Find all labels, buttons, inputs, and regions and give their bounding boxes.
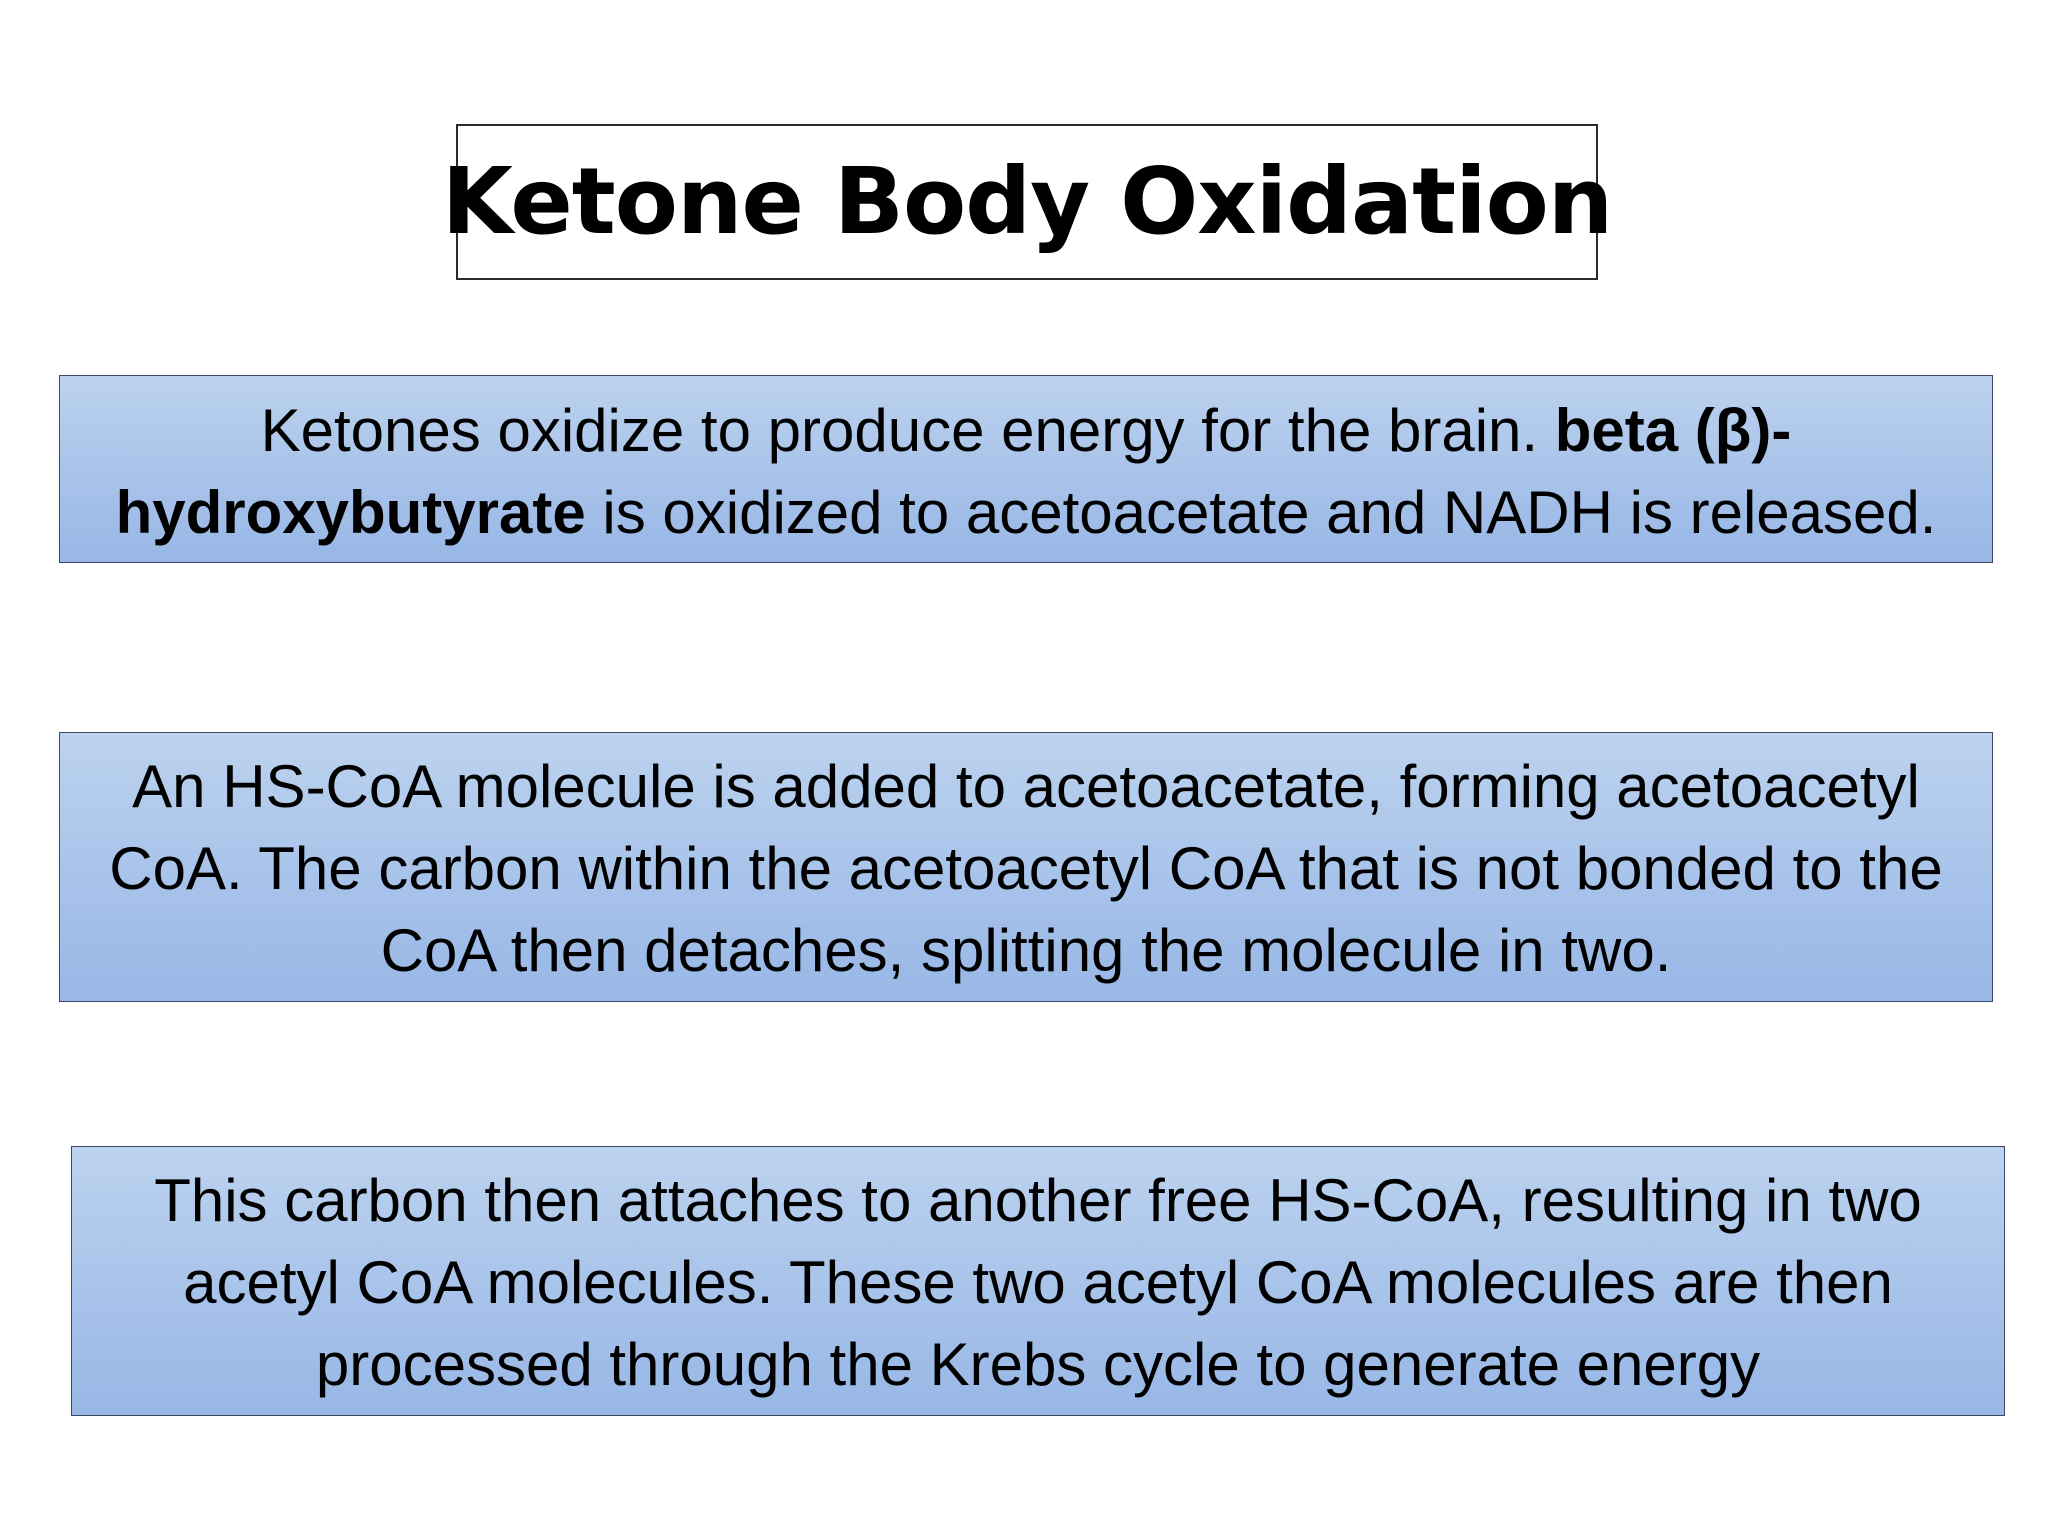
slide-title-box xyxy=(441,124,1613,280)
slide-title: Ketone Body Oxidation xyxy=(441,148,1613,255)
info-text-1-bold-b: hydroxybutyrate xyxy=(115,479,586,546)
info-text-1 xyxy=(59,390,1993,554)
info-text-1-rest: is oxidized to acetoacetate and NADH is released. xyxy=(585,479,1937,546)
info-text-1-bold-a: beta (β)- xyxy=(1554,397,1792,464)
info-text-3: This carbon then attaches to another free HS-CoA, resulting in two acetyl CoA molecules. These two acetyl CoA molecules are then processed through the Krebs cycle to generate energy xyxy=(154,1167,1922,1398)
info-text-2: An HS-CoA molecule is added to acetoacetate, forming acetoacetyl CoA. The carbon within the acetoacetyl CoA that is not bonded to the CoA then detaches, splitting the molecule in two. xyxy=(109,753,1943,984)
info-text-1-lead: Ketones oxidize to produce energy for the brain. xyxy=(260,397,1555,464)
